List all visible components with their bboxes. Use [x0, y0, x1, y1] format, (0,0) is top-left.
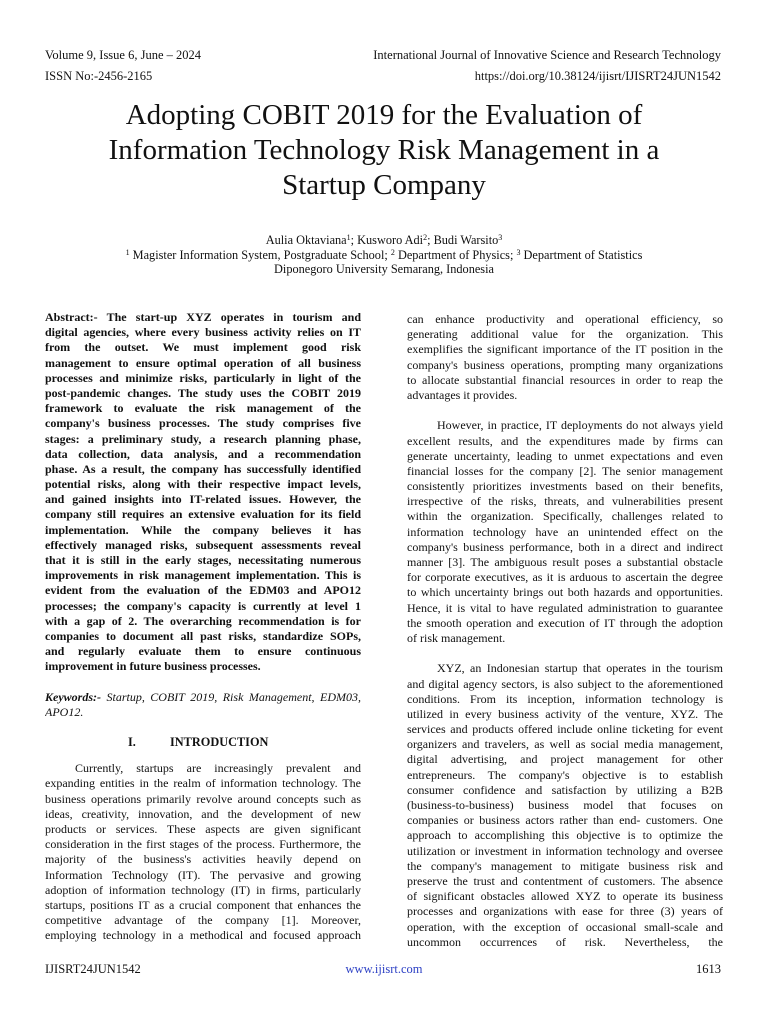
body-line: to which uncertainty brings out both hazards and opportunities. [407, 585, 723, 600]
left-column [45, 310, 361, 944]
author-names [0, 233, 768, 248]
university: Diponegoro University Semarang, Indonesia [274, 262, 494, 276]
abstract-line: processes and minimize risks, particularly in light of the [45, 370, 361, 385]
body-line: can enhance productivity and operational efficiency, so [407, 312, 723, 326]
author-sup: 1 [346, 233, 351, 242]
abstract-line: effectively managed risks, subsequent assessments reveal [45, 537, 361, 552]
author-name: Aulia Oktaviana [265, 233, 347, 247]
body-line: XYZ, an Indonesian startup that operates in the tourism [437, 661, 723, 676]
keywords-label: Keywords:- [45, 689, 101, 704]
body-line: company's business performance, both in a direct and indirect [407, 539, 723, 554]
body-line: organizers and travelers, as well as social media management, [407, 737, 723, 752]
body-line: to allocate substantial financial resources in order to reap the [407, 372, 723, 387]
journal-name: International Journal of Innovative Science and Research Technology [373, 48, 721, 62]
affiliation-text: Department of Physics; [394, 247, 517, 262]
affiliation-sup: 2 [390, 247, 395, 257]
body-line: and digital agency sectors, is also subject to the aforementioned [407, 676, 723, 691]
body-line: generating additional value for the organization. This [407, 327, 723, 342]
abstract-line: implementation. While the company believes it has [45, 522, 361, 537]
body-line: adoption of information technology (IT) in firms, particularly [45, 882, 361, 897]
author-name: Kusworo Adi [357, 233, 424, 247]
body-line: utilization or investment in information technology and oversee [407, 843, 723, 858]
abstract [45, 310, 361, 675]
body-line: companies or business actors rather than end- customers. One [407, 813, 723, 828]
abstract-line: phase. As a result, the company has successfully identified [45, 461, 361, 476]
body-line: products or services. These aspects are given significant [45, 822, 361, 836]
body-line: the company's management to mitigate business risk and [407, 858, 723, 873]
body-line: preserve the trust and contentment of customers. The absence [407, 873, 723, 888]
body-line: of risk management. [407, 630, 506, 645]
body-line: digital advertising, and project management for other [407, 752, 723, 767]
right-column [407, 312, 723, 950]
spacer [45, 720, 361, 735]
body-line: services and products offered include online ticketing for event [407, 722, 723, 737]
abstract-line: data collection, data analysis, and a recommendation [45, 446, 361, 461]
abstract-label: Abstract [45, 310, 90, 324]
footer-site-text[interactable]: www.ijisrt.com [345, 962, 423, 976]
abstract-line: companies to document all past risks, standardize SOPs, [45, 628, 361, 643]
body-line: Information Technology (IT). The pervasive and growing [45, 867, 361, 882]
body-line: conditions. From its inception, information technology is [407, 691, 723, 706]
body-line: consumer confidence and satisfaction by utilizing a B2B [407, 782, 723, 797]
footer-site-link [0, 961, 768, 977]
section-heading [45, 735, 361, 751]
body-line: (business-to-business) business model that focuses on [407, 798, 723, 812]
issn: ISSN No:-2456-2165 [45, 69, 153, 83]
doi-link[interactable]: https://doi.org/10.38124/ijisrt/IJISRT24JUN1542 [474, 69, 721, 83]
author-sep: ; [350, 233, 358, 247]
abstract-line [45, 310, 361, 325]
intro-paragraph [45, 761, 361, 943]
body-line: manner [3]. The ambiguous result poses a substantial obstacle [407, 555, 723, 569]
body-line: consideration in the first stages of the process. Furthermore, the [45, 837, 361, 852]
body-paragraph [407, 312, 723, 403]
body-line: generate uncertainty, leading to unmet expectations and even [407, 448, 723, 463]
body-line: startups, positions IT as a crucial component that enhances the [45, 897, 361, 912]
body-line: exemplifies the significant importance of the IT position in the [407, 342, 723, 357]
affiliation-text: Magister Information System, Postgraduate School; [129, 247, 391, 262]
body-line: employing technology in a methodical and focused approach [45, 928, 361, 943]
abstract-line: with a gap of 2. The overarching recommendation is for [45, 613, 361, 628]
body-line: excellent results, and the expenditures made by firms can [407, 433, 723, 448]
body-line: ideas, creativity, innovation, and the development of new [45, 806, 361, 821]
affiliation-text: Department of Statistics [520, 247, 643, 262]
body-line: information technology have an unintended effect on the [407, 524, 723, 539]
abstract-line: digital agencies, where every business activity relies on IT [45, 325, 361, 340]
abstract-line: post-pandemic changes. The study uses the COBIT 2019 [45, 385, 361, 400]
author-name: Budi Warsito [433, 233, 499, 247]
body-line: the smooth operation and execution of IT through the adoption [407, 615, 723, 630]
body-line: approach to accomplishing this objective is to optimize the [407, 828, 723, 843]
title-line: Adopting COBIT 2019 for the Evaluation of [125, 99, 643, 131]
abstract-line: framework to evaluate the risk management of the [45, 401, 361, 416]
author-sup: 3 [498, 233, 503, 242]
body-line: financial losses for the company [2]. The senior management [407, 463, 723, 478]
author-sep: ; [427, 233, 434, 247]
keywords-line [45, 690, 361, 705]
affiliations [0, 248, 768, 263]
body-line: operation, with the exception of occasional small-scale and [407, 919, 723, 934]
paper-title [0, 98, 768, 203]
body-line: within the organization. Specifically, challenges related to [407, 509, 723, 524]
spacer [45, 751, 361, 761]
body-line: However, in practice, IT deployments do not always yield [437, 418, 723, 433]
title-line: Startup Company [282, 169, 486, 201]
body-line: processes and organizations with ease for three (3) years of [407, 904, 723, 919]
title-line: Information Technology Risk Management in a [108, 134, 660, 166]
affiliation-sup: 1 [125, 247, 130, 257]
body-line: utilized in every business activity of the venture, XYZ. The [407, 706, 723, 721]
page-number: 1613 [696, 962, 721, 976]
abstract-line: and regularly evaluate them to ensure continuous [45, 644, 361, 659]
section-number: I. [128, 735, 136, 750]
affiliation-sup: 3 [516, 247, 521, 257]
spacer [407, 403, 723, 418]
body-line: advantages it provides. [407, 387, 518, 402]
abstract-line: company still requires an extensive evaluation for its field [45, 507, 361, 522]
body-line: Currently, startups are increasingly prevalent and [75, 761, 361, 776]
abstract-line: potential risks, along with their respective impact levels, [45, 477, 361, 492]
abstract-line: improvements in risk management implementation. This is [45, 568, 361, 583]
body-line: consistently prioritizes investments based on their benefits, [407, 479, 723, 494]
abstract-line: that it is still in the early stages, necessitating numerous [45, 553, 361, 567]
body-line: uncommon occurrences of risk. Nevertheless, the [407, 934, 723, 949]
abstract-text: :- The start-up XYZ operates in tourism and [89, 310, 361, 324]
body-line: for corporate executives, as it is arduous to ascertain the degree [407, 570, 723, 585]
abstract-line: stages: a preliminary study, a research planning phase, [45, 431, 361, 446]
footer-code: IJISRT24JUN1542 [45, 962, 141, 976]
abstract-line: management to ensure optimal operation of all business [45, 355, 361, 370]
body-line: company's business operations, prompting many organizations [407, 357, 723, 372]
abstract-line: processes; the company's capacity is currently at level 1 [45, 598, 361, 613]
body-line: business operations primarily revolve around concepts such as [45, 791, 361, 806]
body-line: competitive advantage of the company [1]. Moreover, [45, 913, 361, 928]
body-line: expanding entities in the realm of information technology. The [45, 776, 361, 791]
abstract-line: and gained insights into IT-related issues. However, the [45, 492, 361, 507]
body-paragraph [407, 661, 723, 950]
abstract-line: evident from the evaluation of the EDM03 and APO12 [45, 583, 361, 598]
abstract-line: company's business processes. The study comprises five [45, 416, 361, 431]
keywords [45, 690, 361, 720]
abstract-line: from the outset. We must implement good risk [45, 340, 361, 355]
body-paragraph [407, 418, 723, 646]
body-line: Hence, it is vital to have regulated administration to guarantee [407, 600, 723, 615]
keywords-text: Startup, COBIT 2019, Risk Management, EDM03, [101, 689, 361, 704]
body-line: irrespective of the risks, threats, and vulnerabilities present [407, 494, 723, 509]
body-line: entrepreneurs. The company's objective is to establish [407, 767, 723, 782]
author-block [0, 233, 768, 277]
body-line: majority of the business's activities heavily depend on [45, 852, 361, 867]
section-title: INTRODUCTION [170, 735, 269, 750]
author-sup: 2 [423, 233, 428, 242]
keywords-line: APO12. [45, 704, 84, 719]
spacer [407, 646, 723, 661]
body-line: of significant obstacles allowed XYZ to operate its business [407, 889, 723, 904]
abstract-line: improvement in future business processes. [45, 659, 261, 674]
volume-issue: Volume 9, Issue 6, June – 2024 [45, 48, 202, 62]
spacer [45, 675, 361, 690]
